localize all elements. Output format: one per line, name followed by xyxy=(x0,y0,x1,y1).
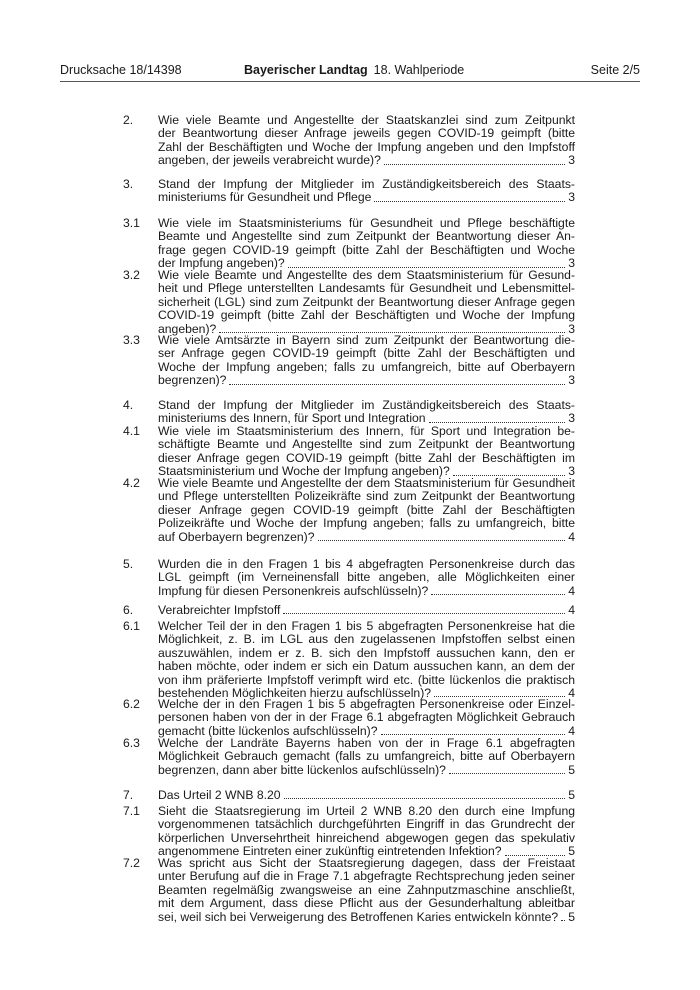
landtag-name: Bayerischer Landtag xyxy=(244,63,368,77)
toc-line: vorgenommenen tatsächlich durchgeführten Eingriff in das Grundrecht der xyxy=(158,817,575,832)
toc-line: Stand der Impfung der Mitglieder im Zuständigkeitsbereich des Staats- xyxy=(158,177,575,191)
toc-entry-text xyxy=(158,334,575,388)
toc-entry-number: 7. xyxy=(123,788,134,802)
toc-line: Woche der Impfung angeben; falls zu umfangreich, bitte auf Oberbayern xyxy=(158,359,575,374)
toc-entry-last-line xyxy=(158,531,575,544)
toc-entry-last-line xyxy=(158,191,575,204)
toc-entry-last-line xyxy=(158,911,575,924)
toc-line: schäftigte Beamte und Angestellte sind zum Zeitpunkt der Beantwortung xyxy=(158,437,575,452)
toc-line: Welche der in den Fragen 1 bis 5 abgefragten Personenkreise oder Einzel- xyxy=(158,697,575,711)
toc-entry-last-line xyxy=(158,789,575,802)
toc-entry-text xyxy=(158,269,575,336)
toc-line-text: auf Oberbayern begrenzen)? xyxy=(158,529,315,544)
toc-entry-number: 4.1 xyxy=(123,424,140,438)
toc-line: COVID-19 geimpft (bitte Zahl der Beschäftigten und Woche der Impfung xyxy=(158,308,575,323)
toc-entry-text xyxy=(158,857,575,924)
toc-line: Möglichkeit, z. B. im LGL aus den zugelassenen Impfstoffen selbst einen xyxy=(158,632,575,647)
toc-line: Wie viele Beamte und Angestellte der Staatskanzlei sind zum Zeitpunkt xyxy=(158,113,575,127)
toc-line: heit und Pflege unterstellten Landesamts für Gesundheit und Lebensmittel- xyxy=(158,281,575,296)
toc-entry-last-line xyxy=(158,604,575,617)
toc-line-text: sei, weil sich bei Verweigerung des Betroffenen Karies entwickeln könnte? xyxy=(158,909,559,924)
dot-leader xyxy=(429,413,566,423)
toc-page-ref: 4 xyxy=(568,723,575,738)
dot-leader xyxy=(505,846,566,856)
toc-line: von ihm präferierte Impfstoff verimpft wird etc. (bitte lückenlos die praktisch xyxy=(158,672,575,687)
toc-page-ref: 5 xyxy=(568,844,575,859)
toc-page-ref: 5 xyxy=(568,909,575,924)
toc-line-text: ministeriums des Innern, für Sport und Integration xyxy=(158,411,426,426)
toc-line: Wie viele Beamte und Angestellte des dem Staatsministerium für Gesund- xyxy=(158,268,575,282)
toc-entry-text xyxy=(158,425,575,479)
dot-leader xyxy=(229,375,565,385)
dot-leader xyxy=(381,725,566,735)
toc-page-ref: 3 xyxy=(568,256,575,271)
toc-line: Wurden die in den Fragen 1 bis 4 abgefragten Personenkreise durch das xyxy=(158,557,575,571)
toc-line-text: angeben, der jeweils verabreicht wurde)? xyxy=(158,153,381,168)
toc-line: haben möchte, oder indem er sich ein Datum aussuchen kann, an dem der xyxy=(158,659,575,674)
header-divider xyxy=(60,81,640,82)
toc-entry-text xyxy=(158,477,575,544)
header-center xyxy=(244,63,464,78)
page-header xyxy=(60,63,640,81)
toc-entry-number: 3. xyxy=(123,177,134,191)
toc-page-ref: 4 xyxy=(568,583,575,598)
toc-line: Wie viele im Staatsministerium des Innern, für Sport und Integration be- xyxy=(158,424,575,438)
toc-entry-number: 4.2 xyxy=(123,476,140,490)
toc-entry-last-line xyxy=(158,764,575,777)
toc-page-ref: 3 xyxy=(568,464,575,479)
toc-entry-text xyxy=(158,178,575,205)
dot-leader xyxy=(283,604,565,614)
toc-line: Wie viele Amtsärzte in Bayern sind zum Zeitpunkt der Beantwortung die- xyxy=(158,333,575,347)
toc-page-ref: 3 xyxy=(568,373,575,388)
toc-line: ser Anfrage gegen COVID-19 geimpft (bitte Zahl der Beschäftigten und xyxy=(158,346,575,361)
toc-entry-text xyxy=(158,805,575,859)
toc-line: Polizeikräfte und Woche der Impfung angeben; falls zu umfangreich, bitte xyxy=(158,516,575,531)
toc-line-text: Impfung für diesen Personenkreis aufschlüsseln)? xyxy=(158,583,429,598)
dot-leader xyxy=(434,687,565,697)
toc-entry-text xyxy=(158,114,575,168)
toc-entry-text xyxy=(158,399,575,426)
toc-line-text: begrenzen, dann aber bitte lückenlos aufschlüsseln)? xyxy=(158,762,446,777)
toc-entry-text xyxy=(158,558,575,598)
toc-entry-text xyxy=(158,620,575,700)
dot-leader xyxy=(449,764,565,774)
toc-entry-text xyxy=(158,789,575,802)
toc-line: Welche der Landräte Bayerns haben von der in Frage 6.1 abgefragten xyxy=(158,736,575,750)
toc-line: Stand der Impfung der Mitglieder im Zuständigkeitsbereich des Staats- xyxy=(158,398,575,412)
toc-page-ref: 3 xyxy=(568,411,575,426)
toc-entry-number: 2. xyxy=(123,113,134,127)
toc-line-text: angeben)? xyxy=(158,321,217,336)
toc-entry-last-line xyxy=(158,585,575,598)
page-number: Seite 2/5 xyxy=(590,63,640,77)
toc-line: Was spricht aus Sicht der Staatsregierung dagegen, dass der Freistaat xyxy=(158,856,575,870)
toc-line: Beamte und Angestellte sind zum Zeitpunkt der Beantwortung dieser An- xyxy=(158,229,575,244)
toc-page-ref: 3 xyxy=(568,190,575,205)
dot-leader xyxy=(374,192,565,202)
toc-line: und Pflege unterstellten Polizeikräfte sind zum Zeitpunkt der Beantwortung xyxy=(158,489,575,504)
toc-line: Möglichkeit Gebrauch gemacht (falls zu umfangreich, bitte auf Oberbayern xyxy=(158,749,575,764)
toc-entry-last-line xyxy=(158,154,575,167)
dot-leader xyxy=(288,258,566,268)
toc-line: sicherheit (LGL) sind zum Zeitpunkt der Beantwortung dieser Anfrage gegen xyxy=(158,294,575,309)
toc-page-ref: 4 xyxy=(568,529,575,544)
toc-line-text: Verabreichter Impfstoff xyxy=(158,603,281,617)
toc-line: mit dem Argument, dass diese Pflicht aus der Gesunderhaltung ableitbar xyxy=(158,896,575,911)
toc-entry-number: 7.2 xyxy=(123,856,140,870)
toc-line: Wie viele im Staatsministeriums für Gesundheit und Pflege beschäftigte xyxy=(158,216,575,230)
toc-page-ref: 3 xyxy=(568,321,575,336)
toc-entry-text xyxy=(158,737,575,777)
dot-leader xyxy=(219,323,565,333)
toc-entry-text xyxy=(158,217,575,271)
toc-line-text: der Impfung angeben)? xyxy=(158,256,285,271)
toc-line: frage gegen COVID-19 geimpft (bitte Zahl der Beschäftigten und Woche xyxy=(158,242,575,257)
toc-line: dieser Anfrage gegen COVID-19 geimpft (bitte Zahl der Beschäftigten xyxy=(158,502,575,517)
toc-line: der Beantwortung dieser Anfrage jeweils gegen COVID-19 geimpft (bitte xyxy=(158,126,575,141)
toc-line-text: ministeriums für Gesundheit und Pflege xyxy=(158,190,372,205)
toc-page-ref: 3 xyxy=(568,153,575,168)
toc-line: unter Berufung auf die in Frage 7.1 abgefragte Rechtsprechung jeden seiner xyxy=(158,869,575,884)
toc-line-text: begrenzen)? xyxy=(158,373,227,388)
toc-line: dieser Anfrage gegen COVID-19 geimpft (bitte Zahl der Beschäftigten im xyxy=(158,450,575,465)
toc-line: Beamten regelmäßig zwangsweise an eine Zahnputzmaschine anschließt, xyxy=(158,882,575,897)
dot-leader xyxy=(384,155,565,165)
toc-entry-last-line xyxy=(158,374,575,387)
dot-leader xyxy=(318,531,566,541)
toc-line: Zahl der Beschäftigten und Woche der Impfung angeben und den Impfstoff xyxy=(158,139,575,154)
toc-entry-number: 3.1 xyxy=(123,216,140,230)
toc-entry-number: 3.2 xyxy=(123,268,140,282)
toc-line-text: angenommene Eintreten einer zukünftig eintretenden Infektion? xyxy=(158,844,502,859)
dot-leader xyxy=(284,789,566,799)
toc-entry-number: 7.1 xyxy=(123,804,140,818)
toc-line: LGL geimpft (im Verneinensfall bitte angeben, alle Möglichkeiten einer xyxy=(158,570,575,585)
toc-page-ref: 4 xyxy=(568,603,575,617)
toc-entry-number: 6. xyxy=(123,603,134,617)
toc-page-ref: 5 xyxy=(568,788,575,802)
toc-entry-number: 6.1 xyxy=(123,619,140,633)
toc-line: auszuwählen, indem er z. B. sich den Impfstoff aussuchen kann, den er xyxy=(158,645,575,660)
toc-page-ref: 4 xyxy=(568,685,575,700)
dot-leader xyxy=(561,911,565,921)
toc-line: Sieht die Staatsregierung im Urteil 2 WNB 8.20 den durch eine Impfung xyxy=(158,804,575,818)
toc-line-text: gemacht (bitte lückenlos aufschlüsseln)? xyxy=(158,723,378,738)
drucksache-number: Drucksache 18/14398 xyxy=(60,63,182,77)
toc-page-ref: 5 xyxy=(568,762,575,777)
toc-entry-text xyxy=(158,604,575,617)
toc-line: Wie viele Beamte und Angestellte der dem Staatsministerium für Gesundheit xyxy=(158,476,575,490)
toc-line: personen haben von der in der Frage 6.1 abgefragten Möglichkeit Gebrauch xyxy=(158,710,575,725)
dot-leader xyxy=(431,585,565,595)
wahlperiode: 18. Wahlperiode xyxy=(373,63,465,77)
dot-leader xyxy=(453,466,565,476)
toc-line-text: Das Urteil 2 WNB 8.20 xyxy=(158,788,281,802)
toc-entry-number: 4. xyxy=(123,398,134,412)
toc-entry-number: 5. xyxy=(123,557,134,571)
toc-line-text: Staatsministerium und Woche der Impfung angeben)? xyxy=(158,464,450,479)
toc-entry-number: 6.2 xyxy=(123,697,140,711)
toc-line-text: bestehenden Möglichkeiten hierzu aufschlüsseln)? xyxy=(158,685,432,700)
toc-entry-number: 3.3 xyxy=(123,333,140,347)
toc-entry-number: 6.3 xyxy=(123,736,140,750)
toc-line: Welcher Teil der in den Fragen 1 bis 5 abgefragten Personenkreise hat die xyxy=(158,619,575,633)
toc-entry-text xyxy=(158,698,575,738)
toc-line: körperlichen Unversehrtheit hinreichend abgewogen gegen das spekulativ xyxy=(158,830,575,845)
